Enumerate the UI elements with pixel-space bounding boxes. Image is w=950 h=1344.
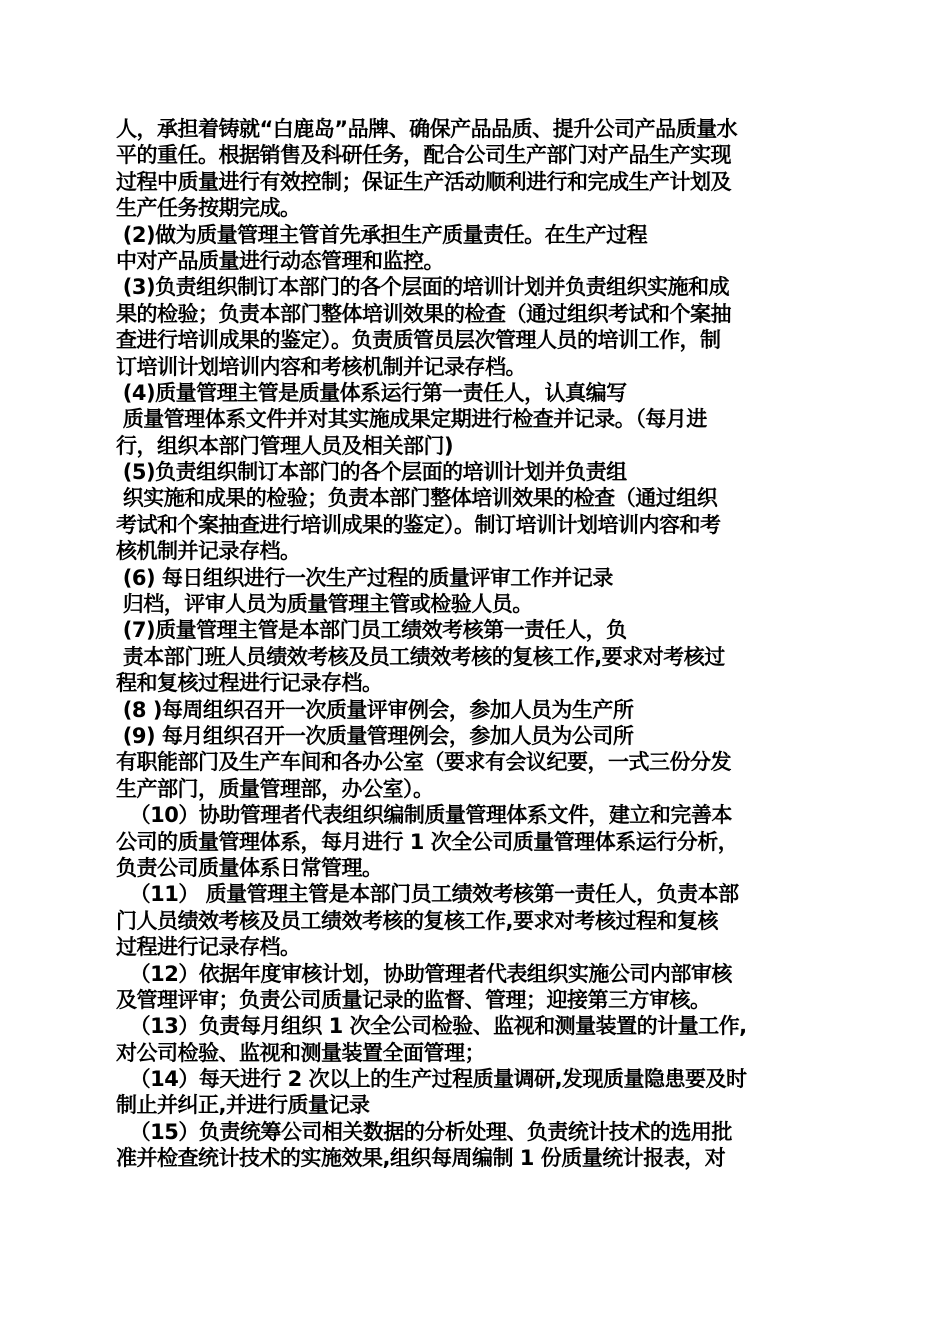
text-line: 准并检查统计技术的实施效果,组织每周编制 1 份质量统计报表，对 [116, 1146, 726, 1171]
document-body [116, 116, 846, 1172]
text-line: 考试和个案抽查进行培训成果的鉴定）。制订培训计划培训内容和考 [116, 512, 721, 537]
text-line: 对公司检验、监视和测量装置全面管理； [116, 1040, 485, 1065]
text-line: 人，承担着铸就“白鹿岛”品牌、确保产品品质、提升公司产品质量水 [116, 117, 738, 141]
text-line: 责本部门班人员绩效考核及员工绩效考核的复核工作,要求对考核过 [116, 644, 725, 669]
text-line: 核机制并记录存档。 [116, 539, 301, 564]
text-line: (6) 每日组织进行一次生产过程的质量评审工作并记录 [116, 565, 613, 590]
text-line: 公司的质量管理体系，每月进行 1 次全公司质量管理体系运行分析， [116, 829, 739, 854]
text-line: 生产部门，质量管理部，办公室）。 [116, 776, 434, 801]
text-line: (3)负责组织制订本部门的各个层面的培训计划并负责组织实施和成 [116, 275, 730, 300]
text-line: 质量管理体系文件并对其实施成果定期进行检查并记录。（每月进 [116, 407, 707, 432]
text-line: 中对产品质量进行动态管理和监控。 [116, 248, 444, 273]
text-line: (2)做为质量管理主管首先承担生产质量责任。在生产过程 [116, 222, 648, 247]
text-line: 订培训计划培训内容和考核机制并记录存档。 [116, 354, 526, 379]
text-line: 果的检验；负责本部门整体培训效果的检查（通过组织考试和个案抽 [116, 301, 731, 326]
text-line: (8 )每周组织召开一次质量评审例会，参加人员为生产所 [116, 697, 634, 722]
text-line: （11） 质量管理主管是本部门员工绩效考核第一责任人，负责本部 [116, 882, 739, 907]
text-line: (5)负责组织制订本部门的各个层面的培训计划并负责组 [116, 460, 627, 485]
text-line: 负责公司质量体系日常管理。 [116, 855, 383, 880]
text-line: 程和复核过程进行记录存档。 [116, 671, 383, 696]
text-line: 及管理评审；负责公司质量记录的监督、管理；迎接第三方审核。 [116, 987, 711, 1012]
text-line: 织实施和成果的检验；负责本部门整体培训效果的检查（通过组织 [116, 486, 718, 511]
text-line: 归档，评审人员为质量管理主管或检验人员。 [116, 592, 533, 617]
text-line: 查进行培训成果的鉴定）。负责质管员层次管理人员的培训工作，制 [116, 328, 721, 353]
text-line: (7)质量管理主管是本部门员工绩效考核第一责任人，负 [116, 618, 627, 643]
text-line: (9) 每月组织召开一次质量管理例会，参加人员为公司所 [116, 723, 634, 748]
text-line: 门人员绩效考核及员工绩效考核的复核工作,要求对考核过程和复核 [116, 908, 718, 933]
text-line: 生产任务按期完成。 [116, 196, 301, 221]
text-line: （12）依据年度审核计划，协助管理者代表组织实施公司内部审核 [116, 961, 732, 986]
text-line: (4)质量管理主管是质量体系运行第一责任人，认真编写 [116, 380, 627, 405]
text-line: 过程进行记录存档。 [116, 935, 301, 960]
text-line: （15）负责统筹公司相关数据的分析处理、负责统计技术的选用批 [116, 1119, 732, 1144]
text-line: 制止并纠正,并进行质量记录 [116, 1093, 370, 1118]
text-line: 平的重任。根据销售及科研任务，配合公司生产部门对产品生产实现 [116, 143, 731, 168]
text-line: （10）协助管理者代表组织编制质量管理体系文件，建立和完善本 [116, 803, 732, 828]
text-line: （13）负责每月组织 1 次全公司检验、监视和测量装置的计量工作, [116, 1014, 747, 1039]
text-line: 行，组织本部门管理人员及相关部门) [116, 433, 454, 458]
text-line: 过程中质量进行有效控制；保证生产活动顺利进行和完成生产计划及 [116, 169, 731, 194]
text-line: （14）每天进行 2 次以上的生产过程质量调研,发现质量隐患要及时 [116, 1067, 747, 1092]
text-line: 有职能部门及生产车间和各办公室（要求有会议纪要，一式三份分发 [116, 750, 731, 775]
